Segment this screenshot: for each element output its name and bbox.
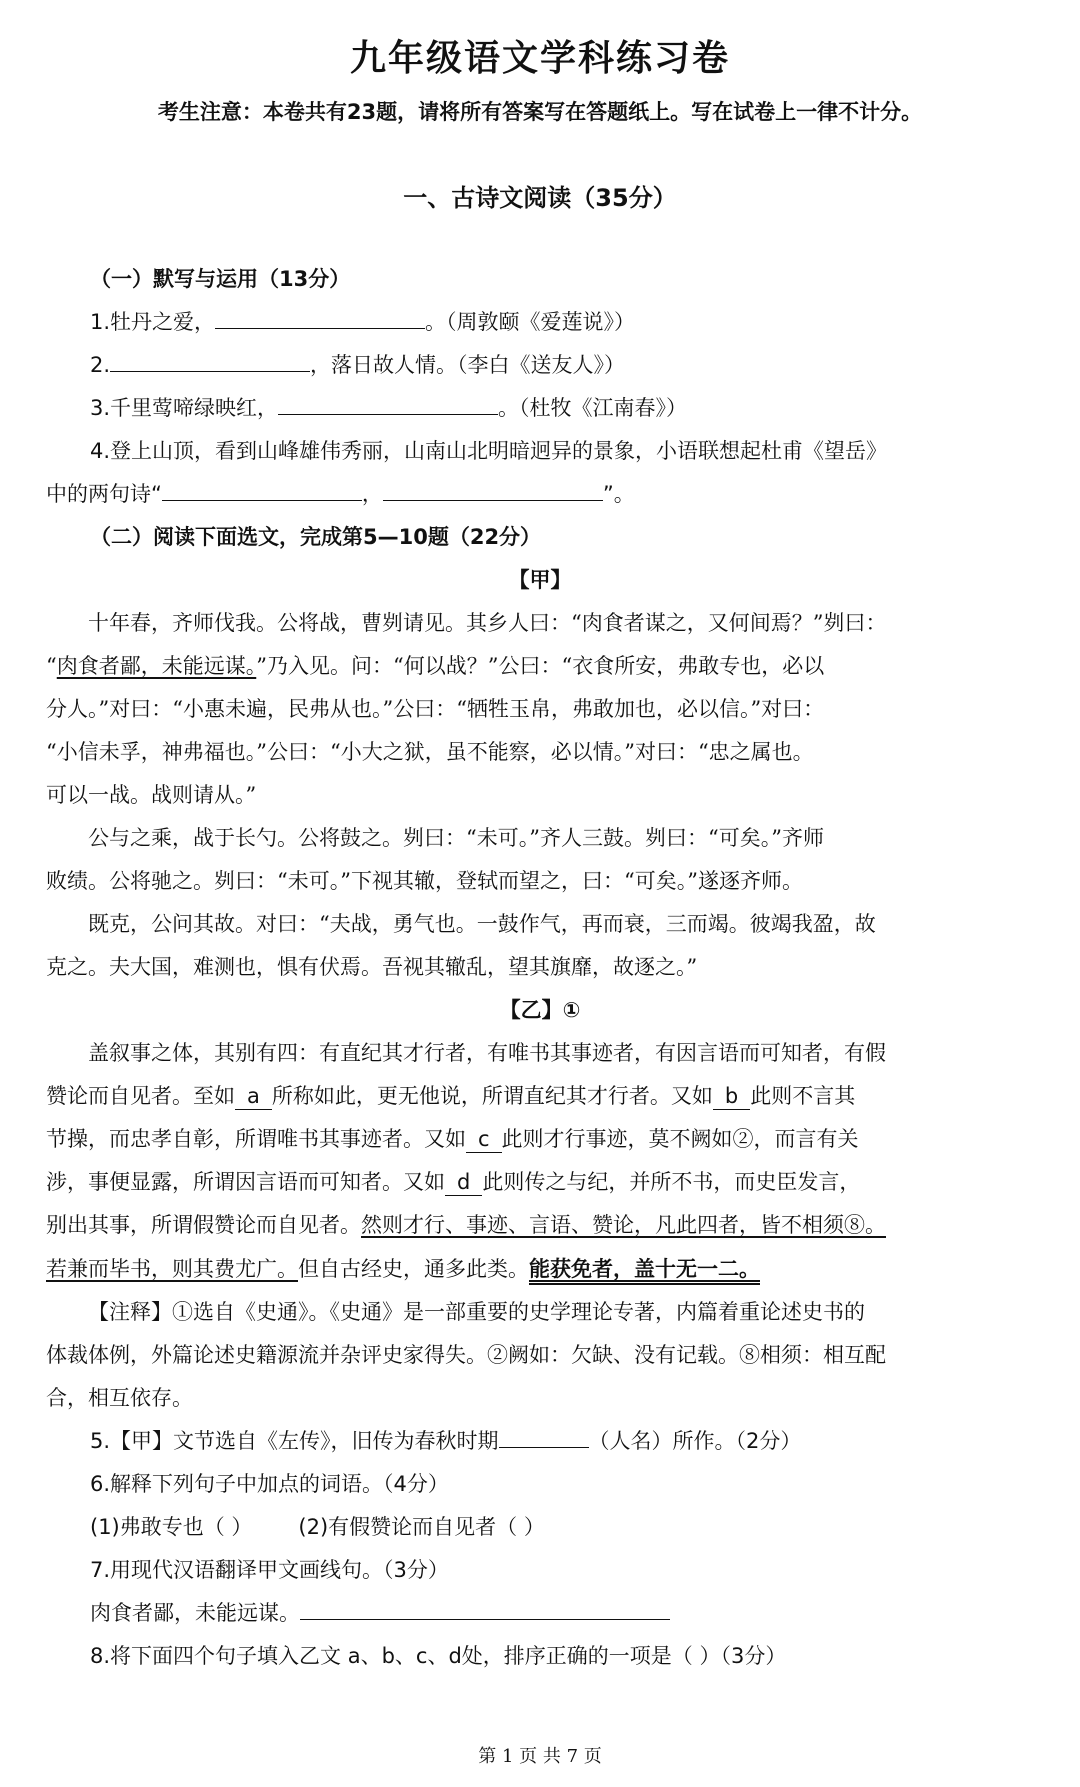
answer-blank <box>162 476 362 501</box>
question-5: 5.【甲】文节选自《左传》，旧传为春秋时期 （人名）所作。（2分） <box>46 1420 1034 1463</box>
passage-line: “肉食者鄙，未能远谋。”乃入见。问：“何以战？”公曰：“衣食所安，弗敢专也，必以 <box>46 654 825 678</box>
question-4: 4.登上山顶，看到山峰雄伟秀丽，山南山北明暗迥异的景象，小语联想起杜甫《望岳》 <box>90 439 888 463</box>
question-1: 1.牡丹之爱， 。（周敦颐《爱莲说》） <box>46 301 1034 344</box>
passage-line: 别出其事，所谓假赞论而自见者。然则才行、事迹、言语、赞论，凡此四者，皆不相须⑧。 <box>46 1213 886 1237</box>
passage-line: 涉，事便显露，所谓因言语而可知者。又如 d 此则传之与纪，并所不书，而史臣发言， <box>46 1170 861 1194</box>
passage-jia-label: 【甲】 <box>508 568 572 592</box>
question-2: 2. ，落日故人情。（李白《送友人》） <box>46 344 1034 387</box>
passage-line: 若兼而毕书，则其费尤广。但自古经史，通多此类。能获免者，盖十无一二。 <box>46 1256 760 1281</box>
underlined-sentence: 肉食者鄙，未能远谋。 <box>56 654 257 678</box>
blank-c: c <box>466 1126 502 1153</box>
question-7: 7.用现代汉语翻译甲文画线句。（3分） <box>90 1558 449 1582</box>
passage-line: 公与之乘，战于长勺。公将鼓之。刿曰：“未可。”齐人三鼓。刿曰：“可矣。”齐师 <box>88 826 824 850</box>
underlined-sentence: 若兼而毕书，则其费尤广。 <box>46 1257 298 1281</box>
answer-blank <box>499 1423 589 1448</box>
answer-blank <box>278 390 498 415</box>
passage-line: 可以一战。战则请从。” <box>46 783 257 807</box>
question-4-cont: 中的两句诗“ ， ”。 <box>46 473 1034 516</box>
annotation-line: 合，相互依存。 <box>46 1386 193 1410</box>
question-7-sentence: 肉食者鄙，未能远谋。 <box>46 1592 1034 1635</box>
part1-heading: （一）默写与运用（13分） <box>90 267 351 291</box>
answer-blank <box>110 347 310 372</box>
passage-line: 赞论而自见者。至如 a 所称如此，更无他说，所谓直纪其才行者。又如 b 此则不言其 <box>46 1084 856 1108</box>
underlined-sentence: 然则才行、事迹、言语、赞论，凡此四者，皆不相须⑧。 <box>361 1213 886 1237</box>
annotation-line: 【注释】①选自《史通》。《史通》是一部重要的史学理论专著，内篇着重论述史书的 <box>88 1300 865 1324</box>
passage-line: 既克，公问其故。对曰：“夫战，勇气也。一鼓作气，再而衰，三而竭。彼竭我盈，故 <box>88 912 876 936</box>
passage-line: 盖叙事之体，其别有四：有直纪其才行者，有唯书其事迹者，有因言语而可知者，有假 <box>88 1041 886 1065</box>
blank-a: a <box>235 1083 272 1110</box>
exam-title: 九年级语文学科练习卷 <box>349 38 730 79</box>
page-footer: 第 1 页 共 7 页 <box>478 1746 602 1767</box>
passage-line: 分人。”对曰：“小惠未遍，民弗从也。”公曰：“牺牲玉帛，弗敢加也，必以信。”对曰： <box>46 697 825 721</box>
passage-line: 败绩。公将驰之。刿曰：“未可。”下视其辙，登轼而望之，曰：“可矣。”遂逐齐师。 <box>46 869 803 893</box>
passage-line: 克之。夫大国，难测也，惧有伏焉。吾视其辙乱，望其旗靡，故逐之。” <box>46 955 698 979</box>
double-underlined-sentence: 能获免者，盖十无一二。 <box>529 1256 760 1281</box>
exam-content <box>46 258 1034 1678</box>
passage-yi-label: 【乙】① <box>499 998 581 1022</box>
passage-line: 节操，而忠孝自彰，所谓唯书其事迹者。又如 c 此则才行事迹，莫不阙如②，而言有关 <box>46 1127 859 1151</box>
answer-blank <box>215 304 425 329</box>
part2-heading: （二）阅读下面选文，完成第5—10题（22分） <box>90 525 542 549</box>
question-6-items: (1)弗敢专也（ ） (2)有假赞论而自见者（ ） <box>90 1515 545 1539</box>
passage-line: 十年春，齐师伐我。公将战，曹刿请见。其乡人曰：“肉食者谋之，又何间焉？”刿曰： <box>88 611 887 635</box>
question-8: 8.将下面四个句子填入乙文 a、b、c、d处，排序正确的一项是（ ）（3分） <box>90 1644 787 1668</box>
blank-b: b <box>713 1083 750 1110</box>
passage-line: “小信未孚，神弗福也。”公曰：“小大之狱，虽不能察，必以情。”对曰：“忠之属也。 <box>46 740 814 764</box>
section-title: 一、古诗文阅读（35分） <box>403 184 677 212</box>
question-3: 3.千里莺啼绿映红， 。（杜牧《江南春》） <box>46 387 1034 430</box>
exam-notice: 考生注意：本卷共有23题，请将所有答案写在答题纸上。写在试卷上一律不计分。 <box>157 100 923 124</box>
question-6: 6.解释下列句子中加点的词语。（4分） <box>90 1472 449 1496</box>
blank-d: d <box>445 1169 482 1196</box>
answer-blank <box>383 476 603 501</box>
answer-blank <box>300 1595 670 1620</box>
annotation-line: 体裁体例，外篇论述史籍源流并杂评史家得失。②阙如：欠缺、没有记载。⑧相须：相互配 <box>46 1343 886 1367</box>
